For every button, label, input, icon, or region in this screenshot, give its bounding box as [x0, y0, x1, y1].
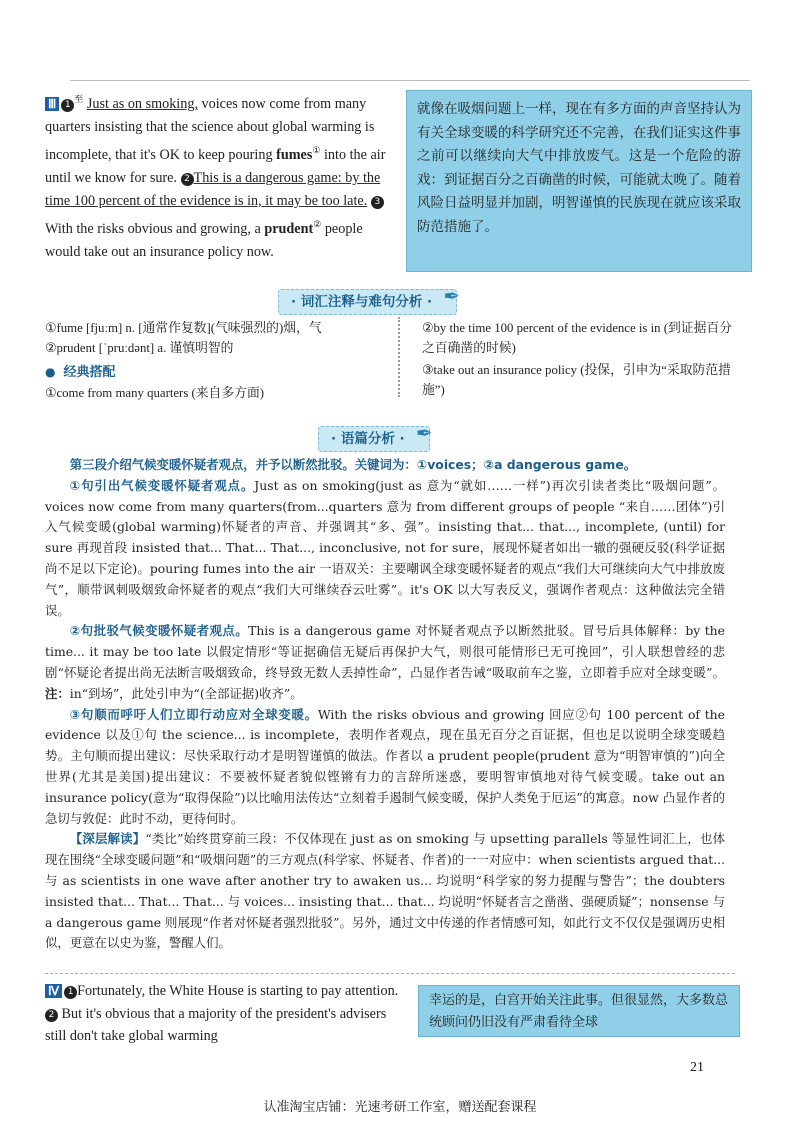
vocab-entry-fume: ①fume [fjuːm] n. [通常作复数](气味强烈的)烟，气: [45, 321, 322, 335]
analysis-point-1: [45, 476, 725, 622]
paragraph-4: [45, 980, 410, 1048]
translation-box-4: 幸运的是，白宫开始关注此事。但很显然，大多数总统顾问仍旧没有严肃看待全球: [418, 985, 740, 1037]
banner-title: · 语篇分析 ·: [331, 431, 405, 447]
point-body: Just as on smoking(just as 意为“就如……一样”)再次引读者类比“吸烟问题”。voices now come from many quarters(from...quarters 意为 from different groups of people “来自……团体”)引入气候变暖(global warming)怀疑者的声音、并强调其“多、强”。insisting that... that..., incomplete, (until) for sure 再现首段 insisted that... That... That..., inconclusive, not for sure，展现怀疑者如出一辙的强硬反驳(科学证据尚不足以下定论)。pouring fumes into the air 一语双关：主要嘲讽全球变暖怀疑者的观点“我们大可继续向大气中排放废气”，顺带讽刺吸烟致命怀疑者的观点“我们大可继续吞云吐雾”。it's OK 以大写表反义，强调作者观点：这种做法完全错误。: [45, 477, 726, 618]
section-separator: [45, 973, 735, 974]
paragraph-number: Ⅲ: [45, 97, 59, 111]
vocab-entry-prudent: ②prudent [ˈpruːdənt] a. 谨慎明智的: [45, 341, 234, 355]
deep-reading: [45, 829, 725, 954]
analysis-section-banner: [318, 421, 433, 452]
deep-reading-body: “类比”始终贯穿前三段：不仅体现在 just as on smoking 与 upsetting parallels 等显性词汇上，也体现在围绕“全球变暖问题”和“吸烟问题”的三方观点(科学家、怀疑者、作者)的一一对应中：when scientists argued that... 与 as scientists in one wave after another try to awaken us... 均说明“科学家的努力提醒与警告”；the doubters insisted that... That... That... 与 voices... insisting that... that... 均说明“怀疑者言之凿凿、强硬质疑”；nonsense 与 a dangerous game 则展现“作者对怀疑者强烈批驳”。另外，通过文中传递的作者情感可知，如此行文不仅仅是强调历史相似，更意在以史为鉴，警醒人们。: [45, 831, 726, 951]
quill-icon: ✒: [415, 421, 433, 445]
analysis-point-3: [45, 705, 725, 830]
key-sentence: This is a dangerous game: by the time 100 percent of the evidence is in, it may be too late.: [45, 170, 381, 209]
sentence-text: But it's obvious that a majority of the president's advisers still don't take global warming: [45, 1005, 387, 1044]
page-number: 21: [690, 1060, 704, 1075]
sentence-number: 3: [371, 196, 384, 209]
analysis-intro: 第三段介绍气候变暖怀疑者观点，并予以断然批驳。关键词为：①voices；②a dangerous game。: [69, 457, 637, 472]
sentence-text: into the air until we know for sure.: [45, 147, 386, 186]
sentence-text: With the risks obvious and growing, a: [45, 221, 265, 237]
paragraph-number: Ⅳ: [45, 984, 62, 998]
sentence-note: ②by the time 100 percent of the evidence is in (到证据百分之百确凿的时候): [422, 321, 732, 355]
point-heading: ③句顺而呼吁人们立即行动应对全球变暖。: [69, 706, 318, 722]
note-label: 注：: [45, 685, 70, 701]
point-body: With the risks obvious and growing 回应②句 100 percent of the evidence 以及①句 the science... is incomplete，表明作者观点，现在虽无百分之百证据，但也足以说明全球变暖趋势。主句顺而提出建议：尽快采取行动才是明智谨慎的做法。作者以 a prudent people(prudent 意为“明智审慎的”)向全世界(尤其是美国)提出建议：不要被怀疑者貌似铿锵有力的言辞所迷惑，要明智审慎地对待气候变暖。take out an insurance policy(意为“取得保险”)以比喻用法传达“立刻着手遏制气候变暖，保护人类免于厄运”的寓意。now 凸显作者的急切与敦促：此时不动，更待何时。: [45, 706, 725, 826]
note-marker: ②: [313, 219, 322, 229]
key-phrase: Just as on smoking,: [86, 96, 198, 112]
top-rule: [70, 80, 750, 81]
vocab-left: [45, 318, 395, 403]
phrase-entry: ①come from many quarters (来自多方面): [45, 386, 265, 400]
note-marker: ①: [312, 145, 321, 155]
footer-text: 认准淘宝店铺：光速考研工作室，赠送配套课程: [263, 1100, 537, 1115]
sentence-text: voices now come from many quarters insisting that the science about global warming is incomplete, that it's OK to keep pouring: [45, 96, 375, 163]
analysis-point-2: [45, 621, 725, 704]
sentence-number: 2: [45, 1009, 58, 1022]
quill-icon: ✒: [443, 284, 461, 308]
vocab-word-fumes: fumes: [276, 147, 313, 163]
sentence-text: Fortunately, the White House is starting to pay attention.: [77, 983, 399, 999]
note-body: in“到场”，此处引申为“(全部证据)收齐”。: [69, 685, 303, 701]
translation-box-3: 就像在吸烟问题上一样，现在有多方面的声音坚持认为有关全球变暖的科学研究还不完善，在我们证实这件事之前可以继续向大气中排放废气。这是一个危险的游戏：到证据百分之百确凿的时候，可能就太晚了。随着风险日益明显并加剧，明智谨慎的民族现在就应该采取防范措施了。: [406, 90, 752, 272]
sentence-marker: 至: [74, 94, 84, 104]
column-divider: [398, 317, 408, 397]
deep-reading-label: 【深层解读】: [69, 831, 146, 847]
vocab-right: [422, 318, 732, 400]
point-heading: ①句引出气候变暖怀疑者观点。: [69, 477, 255, 493]
sentence-number: 2: [181, 173, 194, 186]
paragraph-3: [45, 88, 397, 264]
sentence-note: ③take out an insurance policy (投保，引申为“采取防范措施”): [422, 363, 731, 397]
analysis-body: [45, 455, 725, 954]
sentence-text: people would take out an insurance policy now.: [45, 221, 363, 260]
point-body: This is a dangerous game 对怀疑者观点予以断然批驳。冒号后具体解释：by the time... it may be too late 以假定情形“等证据确信无疑后再保护大气，则很可能情形已无可挽回”，引人联想曾经的悲剧“怀疑论者提出尚无法断言吸烟致命，终导致无数人丢掉性命”，凸显作者告诫“吸取前车之鉴，立即着手应对全球变暖”。: [45, 623, 725, 680]
sentence-number: 1: [61, 99, 74, 112]
phrase-heading: ● 经典搭配: [45, 362, 395, 383]
point-heading: ②句批驳气候变暖怀疑者观点。: [69, 623, 249, 639]
vocab-word-prudent: prudent: [264, 221, 314, 237]
vocab-section-banner: [278, 284, 461, 315]
banner-title: · 词汇注释与难句分析 ·: [291, 294, 433, 310]
sentence-number: 1: [64, 986, 77, 999]
